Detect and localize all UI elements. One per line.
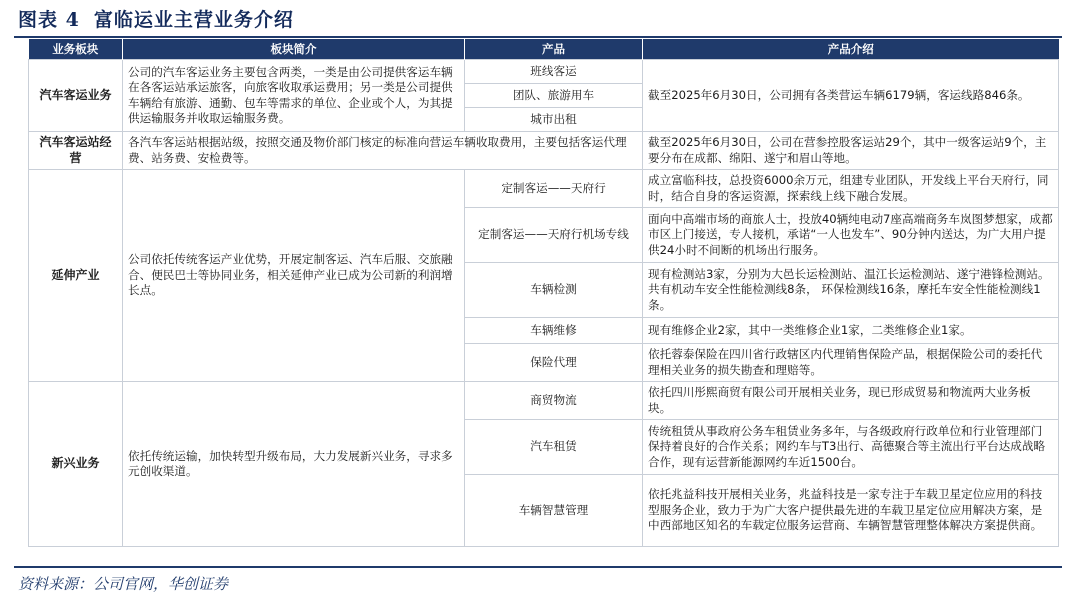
desc-cell: 现有检测站3家，分别为大邑长运检测站、温江长运检测站、遂宁港锋检测站。共有机动车安全性能检测线8条， 环保检测线16条，摩托车安全性能检测线1条。 [643,263,1059,318]
product-cell: 车辆智慧管理 [465,475,643,547]
bottom-divider [14,566,1062,568]
intro-cell: 公司依托传统客运产业优势，开展定制客运、汽车后服、交旅融合、便民巴士等协同业务，相关延伸产业已成为公司新的利润增长点。 [123,170,465,382]
table-row [29,170,1059,208]
intro-cell: 各汽车客运站根据站级，按照交通及物价部门核定的标准向营运车辆收取费用，主要包括客运代理费、站务费、安检费等。 [123,132,643,170]
intro-cell: 依托传统运输，加快转型升级布局，大力发展新兴业务，寻求多元创收渠道。 [123,382,465,547]
product-cell: 城市出租 [465,108,643,132]
table-row [29,382,1059,420]
segment-cell: 新兴业务 [29,382,123,547]
product-cell: 车辆维修 [465,318,643,344]
product-cell: 汽车租赁 [465,420,643,475]
table-header-row [29,39,1059,60]
desc-cell: 现有维修企业2家，其中一类维修企业1家，二类维修企业1家。 [643,318,1059,344]
desc-cell: 传统租赁从事政府公务车租赁业务多年，与各级政府行政单位和行业管理部门保持着良好的合作关系；网约车与T3出行、高德聚合等主流出行平台达成战略合作，现有运营新能源网约车近1500台。 [643,420,1059,475]
source-note: 资料来源：公司官网，华创证券 [18,575,229,593]
product-cell: 车辆检测 [465,263,643,318]
title-divider [14,36,1062,38]
product-cell: 商贸物流 [465,382,643,420]
product-cell: 保险代理 [465,344,643,382]
segment-cell: 汽车客运业务 [29,60,123,132]
table-row [29,60,1059,84]
product-cell: 团队、旅游用车 [465,84,643,108]
desc-cell: 依托蓉泰保险在四川省行政辖区内代理销售保险产品，根据保险公司的委托代理相关业务的损失勘查和理赔等。 [643,344,1059,382]
figure-title-text: 富临运业主营业务介绍 [93,9,294,31]
desc-cell: 截至2025年6月30日，公司在营参控股客运站29个，其中一级客运站9个，主要分布在成都、绵阳、遂宁和眉山等地。 [643,132,1059,170]
segment-cell: 延伸产业 [29,170,123,382]
desc-cell: 依托四川彤熙商贸有限公司开展相关业务，现已形成贸易和物流两大业务板块。 [643,382,1059,420]
table-row [29,132,1059,170]
desc-cell: 面向中高端市场的商旅人士，投放40辆纯电动7座高端商务车岚图梦想家，成都市区上门接送，专人接机，承诺“一人也发车”、90分钟内送达，为广大用户提供24小时不间断的机场出行服务。 [643,208,1059,263]
product-cell: 班线客运 [465,60,643,84]
intro-cell: 公司的汽车客运业务主要包含两类，一类是由公司提供客运车辆在各客运站承运旅客，向旅客收取承运费用；另一类是公司提供车辆给有旅游、通勤、包车等需求的单位、企业或个人，为其提供运输服务并收取运输服务费。 [123,60,465,132]
figure-label: 图表 4 [18,9,80,31]
header-intro: 板块简介 [123,39,465,60]
header-product-desc: 产品介绍 [643,39,1059,60]
figure-title [18,6,294,34]
product-cell: 定制客运——天府行机场专线 [465,208,643,263]
desc-cell: 成立富临科技，总投资6000余万元，组建专业团队，开发线上平台天府行，同时，结合自身的客运资源，探索线上线下融合发展。 [643,170,1059,208]
product-cell: 定制客运——天府行 [465,170,643,208]
segment-cell: 汽车客运站经营 [29,132,123,170]
header-product: 产品 [465,39,643,60]
desc-cell: 截至2025年6月30日，公司拥有各类营运车辆6179辆，客运线路846条。 [643,60,1059,132]
header-segment: 业务板块 [29,39,123,60]
business-table [28,39,1059,547]
desc-cell: 依托兆益科技开展相关业务，兆益科技是一家专注于车载卫星定位应用的科技型服务企业，致力于为广大客户提供最先进的车载卫星定位应用解决方案，是中西部地区知名的车载定位服务运营商、车辆智慧管理整体解决方案提供商。 [643,475,1059,547]
